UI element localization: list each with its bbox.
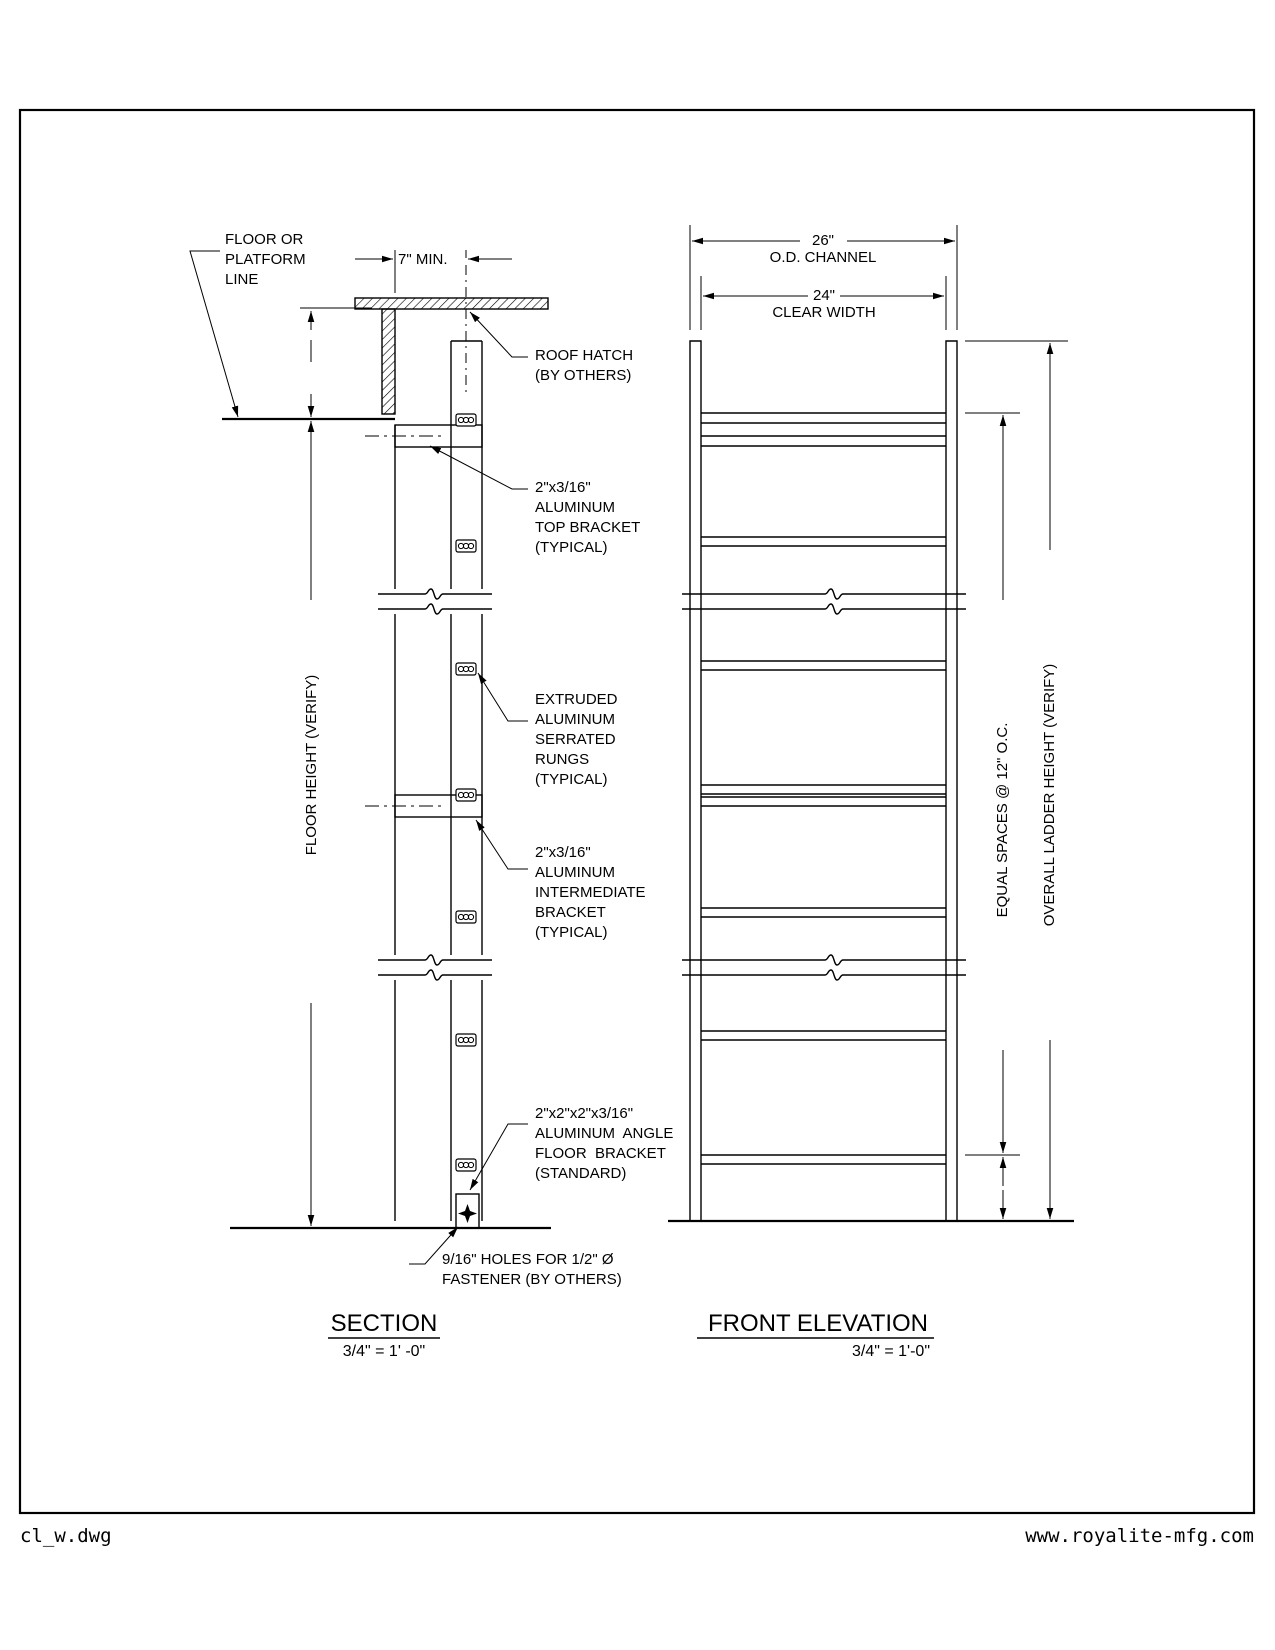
floor-bracket-label-1: 2"x2"x2"x3/16" (535, 1105, 634, 1122)
intermediate-bracket-label-3: INTERMEDIATE (535, 884, 646, 901)
roof-hatch-label-1: ROOF HATCH (535, 347, 634, 364)
elevation-rungs (701, 413, 946, 1164)
roof-hatch-label-2: (BY OTHERS) (535, 367, 632, 384)
holes-label-1: 9/16" HOLES FOR 1/2" Ø (442, 1251, 614, 1268)
min-clearance-label: 7" MIN. (398, 251, 448, 268)
floor-line-label-2: PLATFORM (225, 251, 306, 268)
floor-height-label: FLOOR HEIGHT (VERIFY) (303, 674, 320, 856)
website-url[interactable]: www.royalite-mfg.com (1025, 1525, 1254, 1547)
rungs-label-4: RUNGS (535, 751, 590, 768)
roof-hatch (355, 298, 548, 309)
section-leaders (190, 251, 528, 1264)
od-channel-label: O.D. CHANNEL (769, 249, 877, 266)
file-name: cl_w.dwg (20, 1525, 112, 1547)
roof-hatch-curb (382, 309, 395, 414)
holes-label-2: FASTENER (BY OTHERS) (442, 1271, 622, 1288)
rungs-label-3: SERRATED (535, 731, 616, 748)
intermediate-bracket-label-4: BRACKET (535, 904, 606, 921)
equal-spaces-dimension (965, 413, 1020, 1219)
rungs-label-5: (TYPICAL) (535, 771, 608, 788)
section-view (190, 250, 551, 1264)
overall-height-label: OVERALL LADDER HEIGHT (VERIFY) (1041, 663, 1058, 927)
clear-width-label: CLEAR WIDTH (772, 304, 876, 321)
front-elevation-title: FRONT ELEVATION (707, 1310, 929, 1337)
floor-line-label-3: LINE (225, 271, 259, 288)
intermediate-bracket-label-5: (TYPICAL) (535, 924, 608, 941)
rungs-label-1: EXTRUDED (535, 691, 618, 708)
section-rungs (456, 414, 476, 1171)
floor-bracket-label-3: FLOOR BRACKET (535, 1145, 666, 1162)
drawing-border (20, 110, 1254, 1513)
intermediate-bracket-label-2: ALUMINUM (535, 864, 616, 881)
front-elevation-scale: 3/4" = 1'-0" (851, 1343, 930, 1360)
intermediate-bracket-label-1: 2"x3/16" (535, 844, 591, 861)
elevation-rails (690, 341, 957, 1221)
top-bracket-label-4: (TYPICAL) (535, 539, 608, 556)
top-bracket-label-3: TOP BRACKET (535, 519, 641, 536)
rungs-label-2: ALUMINUM (535, 711, 616, 728)
section-scale: 3/4" = 1' -0" (342, 1343, 426, 1360)
equal-spaces-label: EQUAL SPACES @ 12" O.C. (994, 722, 1011, 918)
clear-width-dim: 24" (812, 287, 836, 304)
section-title: SECTION (330, 1310, 438, 1337)
floor-bracket-label-4: (STANDARD) (535, 1165, 627, 1182)
floor-line-label-1: FLOOR OR (225, 231, 304, 248)
top-bracket-label-2: ALUMINUM (535, 499, 616, 516)
od-channel-dim: 26" (811, 232, 835, 249)
top-bracket-label-1: 2"x3/16" (535, 479, 591, 496)
front-elevation-view (668, 225, 1074, 1221)
floor-bracket-label-2: ALUMINUM ANGLE (535, 1125, 674, 1142)
section-rail (395, 341, 482, 1221)
